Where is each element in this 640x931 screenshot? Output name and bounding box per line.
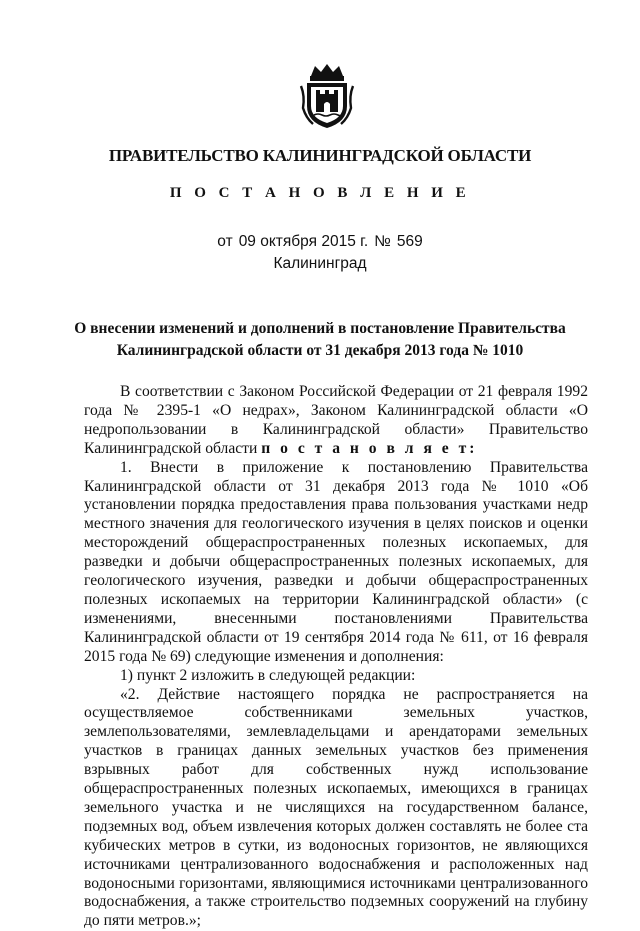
number-sign: № — [374, 233, 391, 250]
intro-paragraph — [84, 383, 588, 459]
document-date: 09 октября 2015 г. — [239, 233, 369, 250]
coat-of-arms-emblem — [299, 62, 355, 130]
intro-text: В соответствии с Законом Российской Федерации от 21 февраля 1992 года № 2395-1 «О недрах», Законом Калининградской области «О недропользовании в Калининградской области» Правительство Калининградской области — [84, 383, 588, 457]
resolves-word: п о с т а н о в л я е т: — [261, 440, 477, 457]
document-subject — [0, 318, 640, 362]
document-body — [84, 383, 588, 931]
document-type: П О С Т А Н О В Л Е Н И Е — [0, 185, 640, 202]
subject-line-2: Калининградской области от 31 декабря 2013 года № 1010 — [0, 340, 640, 362]
subject-line-1: О внесении изменений и дополнений в постановление Правительства — [0, 318, 640, 340]
subitem-1-paragraph: 1) пункт 2 изложить в следующей редакции: — [84, 667, 588, 686]
quoted-paragraph: «2. Действие настоящего порядка не распространяется на осуществляемое собственниками земельных участков, землепользователями, землевладельцами и арендаторами земельных участков в границах данных земельных участков без применения взрывных работ для собственных нужд использование общераспространенных полезных ископаемых, имеющихся в границах земельного участка и не числящихся на государственном балансе, подземных вод, объем извлечения которых должен составлять не более ста кубических метров в сутки, из водоносных горизонтов, не являющихся источниками централизованного водоснабжения и расположенных над водоносными горизонтами, являющимися источниками централизованного водоснабжения, а также строительство подземных сооружений на глубину до пяти метров.»; — [84, 686, 588, 931]
city: Калининград — [0, 255, 640, 273]
government-title: ПРАВИТЕЛЬСТВО КАЛИНИНГРАДСКОЙ ОБЛАСТИ — [0, 146, 640, 166]
item-1-paragraph: 1. Внести в приложение к постановлению Правительства Калининградской области от 31 декабря 2013 года № 1010 «Об установлении порядка предоставления права пользования участками недр местного значения для геологического изучения в целях поисков и оценки месторождений общераспространенных полезных ископаемых, для разведки и добычи общераспространенных полезных ископаемых, для геологического изучения, разведки и добычи общераспространенных полезных ископаемых на территории Калининградской области» (с изменениями, внесенными постановлениями Правительства Калининградской области от 19 сентября 2014 года № 611, от 16 февраля 2015 года № 69) следующие изменения и дополнения: — [84, 459, 588, 667]
document-number: 569 — [397, 233, 423, 250]
date-prefix: от — [217, 233, 232, 250]
date-line — [0, 233, 640, 251]
